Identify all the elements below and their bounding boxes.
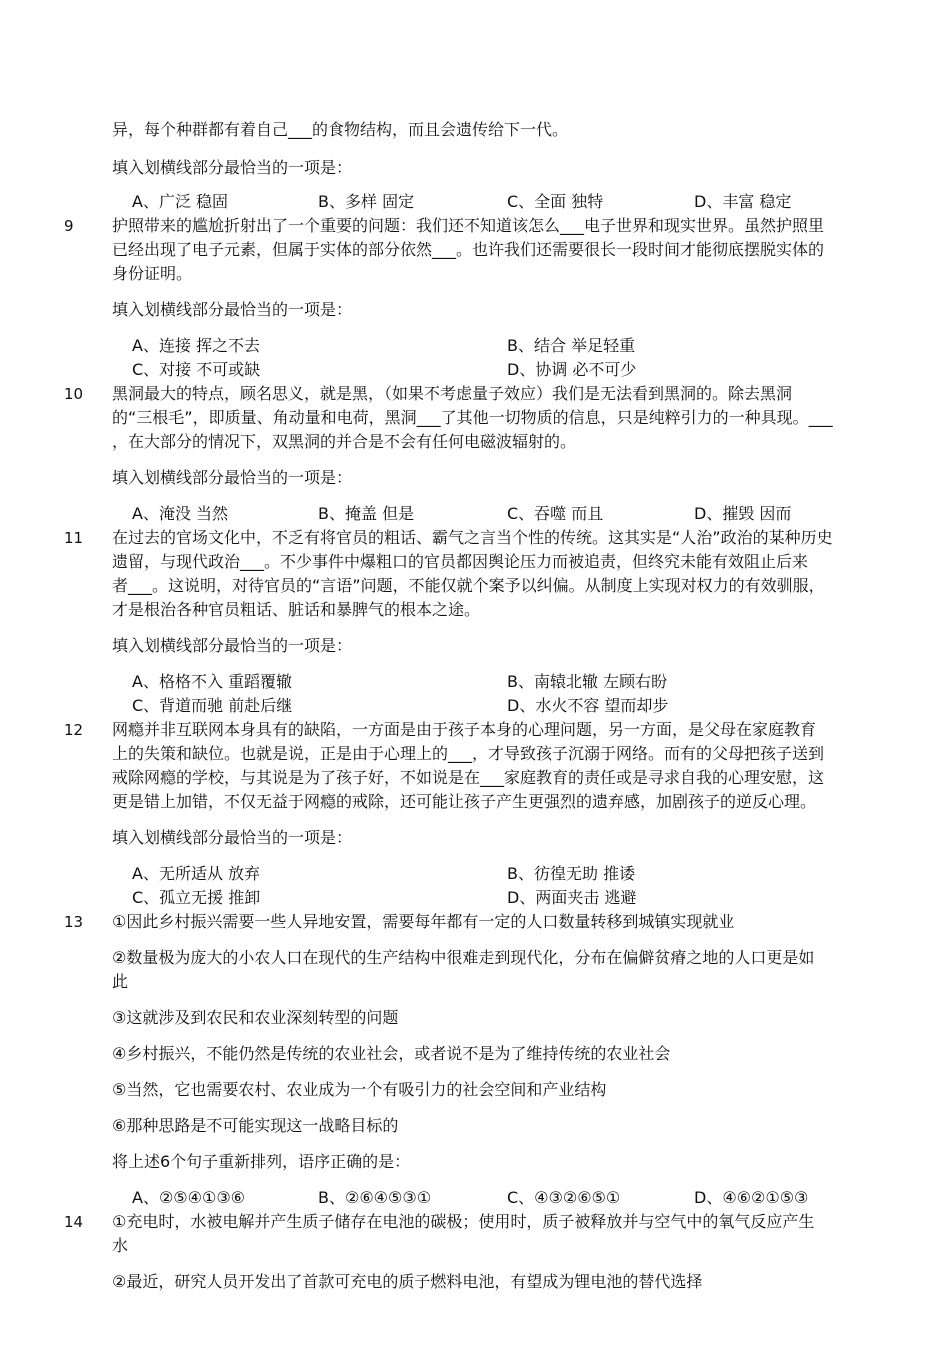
q12-number: 12 [64,721,84,739]
q11-option-d[interactable]: D、水火不容 望而却步 [507,696,669,715]
q11-number: 11 [64,529,84,547]
q9-line-3: 身份证明。 [112,264,193,283]
q14-sentence-2: ②最近，研究人员开发出了首款可充电的质子燃料电池，有望成为锂电池的替代选择 [112,1272,703,1291]
q14-sentence-1: ①充电时，水被电解并产生质子储存在电池的碳极；使用时，质子被释放并与空气中的氧气反应产生 [112,1212,815,1231]
q12-prompt: 填入划横线部分最恰当的一项是： [112,828,353,847]
q10-line-2: 的“三根毛”，即质量、角动量和电荷，黑洞___了其他一切物质的信息，只是纯粹引力的一种具现。___ [112,408,833,427]
q9-line-1: 护照带来的尴尬折射出了一个重要的问题：我们还不知道该怎么___电子世界和现实世界。虽然护照里 [112,216,825,235]
q12-option-d[interactable]: D、两面夹击 逃避 [507,888,637,907]
q13-sentence-1: ①因此乡村振兴需要一些人异地安置，需要每年都有一定的人口数量转移到城镇实现就业 [112,912,735,931]
q13-option-d[interactable]: D、④⑥②①⑤③ [694,1188,809,1207]
q13-option-a[interactable]: A、②⑤④①③⑥ [132,1188,246,1207]
q13-sentence-3: ③这就涉及到农民和农业深刻转型的问题 [112,1008,399,1027]
q13-sentence-2-cont: 此 [112,972,129,991]
q11-option-c[interactable]: C、背道而驰 前赴后继 [132,696,293,715]
q11-prompt: 填入划横线部分最恰当的一项是： [112,636,353,655]
q13-number: 13 [64,913,84,931]
q13-sentence-2: ②数量极为庞大的小农人口在现代的生产结构中很难走到现代化，分布在偏僻贫瘠之地的人口更是如 [112,948,815,967]
q12-line-3: 戒除网瘾的学校，与其说是为了孩子好，不如说是在___家庭教育的责任或是寻求自我的心理安慰，这 [112,768,825,787]
q13-option-b[interactable]: B、②⑥④⑤③① [318,1188,432,1207]
q10-option-a[interactable]: A、淹没 当然 [132,504,229,523]
q9-prompt: 填入划横线部分最恰当的一项是： [112,300,353,319]
q12-option-a[interactable]: A、无所适从 放弃 [132,864,261,883]
q13-sentence-6: ⑥那种思路是不可能实现这一战略目标的 [112,1116,399,1135]
q11-line-3: 者___。这说明，对待官员的“言语”问题，不能仅就个案予以纠偏。从制度上实现对权力的有效驯服， [112,576,825,595]
q12-line-1: 网瘾并非互联网本身具有的缺陷，一方面是由于孩子本身的心理问题，另一方面，是父母在家庭教育 [112,720,817,739]
q11-option-b[interactable]: B、南辕北辙 左顾右盼 [507,672,668,691]
q10-line-3: ，在大部分的情况下，双黑洞的并合是不会有任何电磁波辐射的。 [112,432,577,451]
q12-line-2: 上的失策和缺位。也就是说，正是由于心理上的___，才导致孩子沉溺于网络。而有的父母把孩子送到 [112,744,825,763]
q9-number: 9 [64,217,74,235]
q8-option-a[interactable]: A、广泛 稳固 [132,192,229,211]
q10-option-d[interactable]: D、摧毁 因而 [694,504,792,523]
q13-sentence-5: ⑤当然，它也需要农村、农业成为一个有吸引力的社会空间和产业结构 [112,1080,607,1099]
q8-option-c[interactable]: C、全面 独特 [507,192,604,211]
q8-text-tail: 异，每个种群都有着自己___的食物结构，而且会遗传给下一代。 [112,120,569,139]
q10-line-1: 黑洞最大的特点，顾名思义，就是黑，（如果不考虑量子效应）我们是无法看到黑洞的。除去黑洞 [112,384,793,403]
q9-option-b[interactable]: B、结合 举足轻重 [507,336,636,355]
q11-line-4: 才是根治各种官员粗话、脏话和暴脾气的根本之途。 [112,600,481,619]
q9-option-d[interactable]: D、协调 必不可少 [507,360,637,379]
q13-prompt: 将上述6个句子重新排列，语序正确的是： [112,1152,411,1171]
q8-option-b[interactable]: B、多样 固定 [318,192,415,211]
q10-option-b[interactable]: B、掩盖 但是 [318,504,415,523]
q11-line-2: 遗留，与现代政治___。不少事件中爆粗口的官员都因舆论压力而被追责，但终究未能有效阻止后来 [112,552,809,571]
q9-option-c[interactable]: C、对接 不可或缺 [132,360,261,379]
q8-prompt: 填入划横线部分最恰当的一项是： [112,158,353,177]
q14-sentence-1-cont: 水 [112,1236,129,1255]
q13-option-c[interactable]: C、④③②⑥⑤① [507,1188,621,1207]
q10-number: 10 [64,385,84,403]
q11-option-a[interactable]: A、格格不入 重蹈覆辙 [132,672,293,691]
q12-line-4: 更是错上加错，不仅无益于网瘾的戒除，还可能让孩子产生更强烈的遗弃感，加剧孩子的逆反心理。 [112,792,817,811]
q11-line-1: 在过去的官场文化中，不乏有将官员的粗话、霸气之言当个性的传统。这其实是“人治”政治的某种历史 [112,528,833,547]
q13-sentence-4: ④乡村振兴，不能仍然是传统的农业社会，或者说不是为了维持传统的农业社会 [112,1044,671,1063]
q9-option-a[interactable]: A、连接 挥之不去 [132,336,261,355]
q10-prompt: 填入划横线部分最恰当的一项是： [112,468,353,487]
q8-option-d[interactable]: D、丰富 稳定 [694,192,792,211]
q14-number: 14 [64,1213,84,1231]
q12-option-c[interactable]: C、孤立无援 推卸 [132,888,261,907]
q9-line-2: 已经出现了电子元素，但属于实体的部分依然___。也许我们还需要很长一段时间才能彻底摆脱实体的 [112,240,825,259]
q12-option-b[interactable]: B、彷徨无助 推诿 [507,864,636,883]
q10-option-c[interactable]: C、吞噬 而且 [507,504,604,523]
